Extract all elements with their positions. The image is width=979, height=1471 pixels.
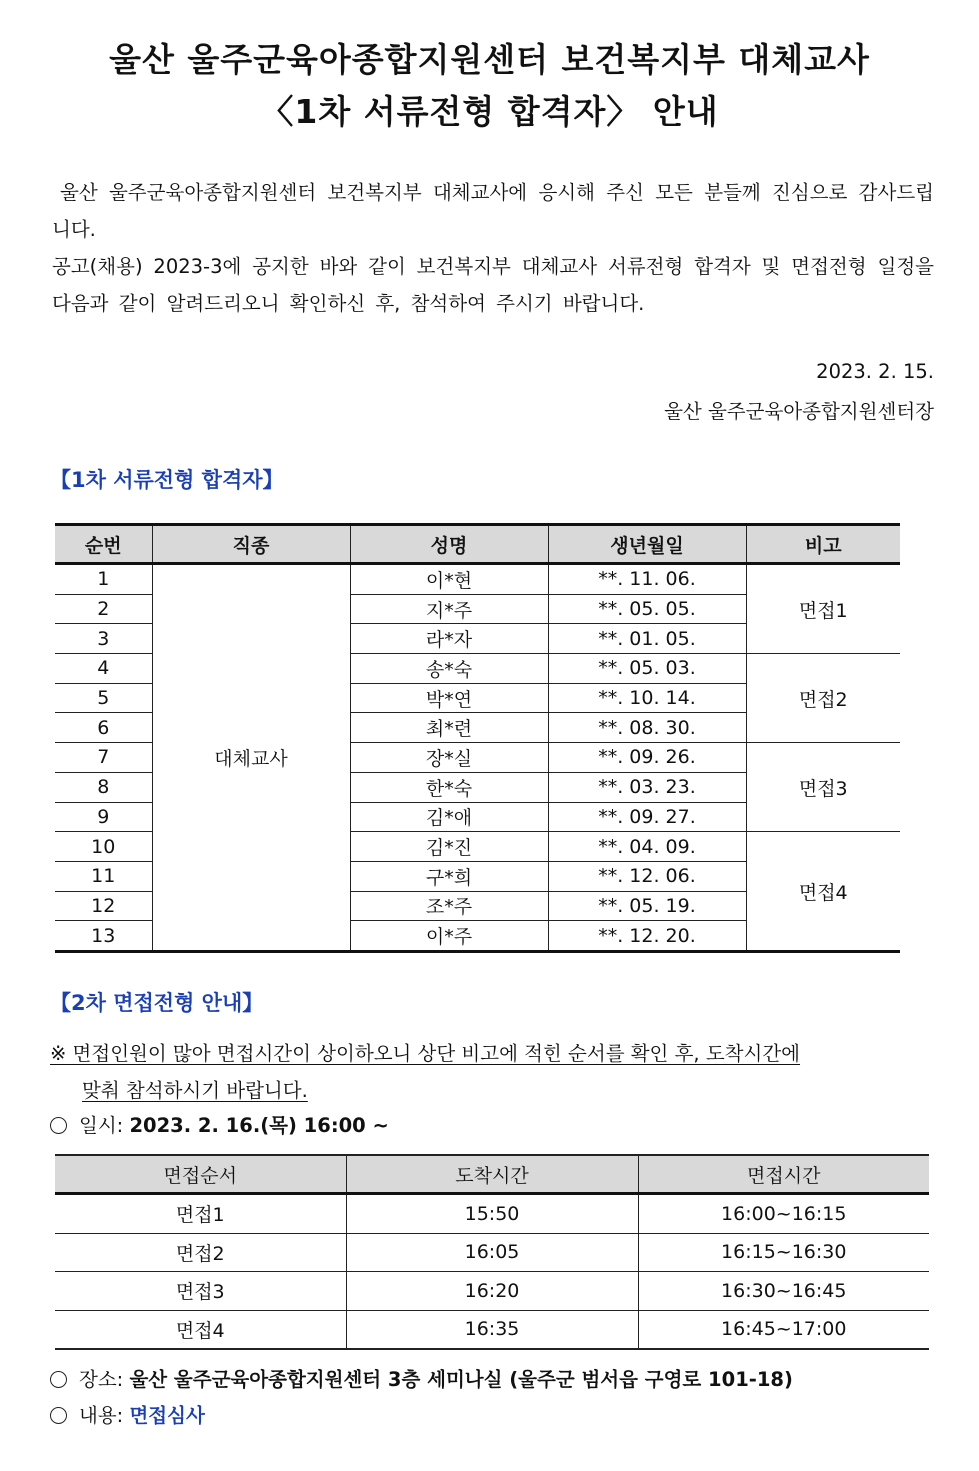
row-no: 7	[55, 743, 152, 773]
page-title: 울산 울주군육아종합지원센터 보건복지부 대체교사	[109, 40, 870, 79]
issuer-name: 울산 울주군육아종합지원센터장	[664, 400, 934, 423]
row-birth: **. 05. 03.	[548, 654, 746, 684]
section-heading-interview: 【2차 면접전형 안내】	[50, 991, 264, 1015]
row-no: 12	[55, 891, 152, 921]
row-name: 지*주	[350, 594, 548, 624]
table-row	[55, 564, 900, 595]
content-value: 면접심사	[129, 1404, 205, 1427]
schedule-arrival: 16:20	[346, 1272, 638, 1311]
row-name: 최*련	[350, 713, 548, 743]
row-name: 라*자	[350, 624, 548, 654]
interview-group: 면접4	[746, 832, 900, 952]
row-no: 13	[55, 921, 152, 952]
circle-bullet-icon	[50, 1371, 67, 1388]
schedule-order: 면접1	[55, 1194, 346, 1234]
schedule-time: 16:45~17:00	[638, 1310, 929, 1349]
header-job: 직종	[152, 525, 350, 564]
row-name: 박*연	[350, 683, 548, 713]
schedule-time: 16:30~16:45	[638, 1272, 929, 1311]
interview-group: 면접3	[746, 743, 900, 832]
row-name: 이*현	[350, 564, 548, 595]
notice-line-2: 맞춰 참석하시기 바랍니다.	[82, 1079, 308, 1102]
header-time: 면접시간	[638, 1155, 929, 1194]
table-row	[55, 1310, 929, 1349]
row-no: 9	[55, 802, 152, 832]
schedule-order: 면접2	[55, 1233, 346, 1272]
header-no: 순번	[55, 525, 152, 564]
circle-bullet-icon	[50, 1407, 67, 1424]
row-no: 2	[55, 594, 152, 624]
header-name: 성명	[350, 525, 548, 564]
row-name: 한*숙	[350, 772, 548, 802]
row-birth: **. 03. 23.	[548, 772, 746, 802]
row-name: 이*주	[350, 921, 548, 952]
table-row	[55, 1233, 929, 1272]
row-birth: **. 05. 19.	[548, 891, 746, 921]
circle-bullet-icon	[50, 1117, 67, 1134]
row-name: 김*애	[350, 802, 548, 832]
row-no: 11	[55, 861, 152, 891]
row-name: 송*숙	[350, 654, 548, 684]
interview-group: 면접2	[746, 654, 900, 743]
job-type: 대체교사	[152, 564, 350, 952]
header-order: 면접순서	[55, 1155, 346, 1194]
row-no: 3	[55, 624, 152, 654]
row-name: 조*주	[350, 891, 548, 921]
schedule-arrival: 15:50	[346, 1194, 638, 1234]
row-name: 구*희	[350, 861, 548, 891]
row-name: 김*진	[350, 832, 548, 862]
header-birth: 생년월일	[548, 525, 746, 564]
row-no: 8	[55, 772, 152, 802]
row-birth: **. 09. 27.	[548, 802, 746, 832]
notice-date: 2023. 2. 15.	[816, 360, 934, 383]
notice-line-1: ※ 면접인원이 많아 면접시간이 상이하오니 상단 비고에 적힌 순서를 확인 후, 도착시간에	[50, 1042, 801, 1065]
intro-paragraph-2: 공고(채용) 2023-3에 공지한 바와 같이 보건복지부 대체교사 서류전형 합격자 및 면접전형 일정을 다음과 같이 알려드리오니 확인하신 후, 참석하여 주시기 바랍니다.	[52, 255, 934, 315]
row-birth: **. 04. 09.	[548, 832, 746, 862]
schedule-time: 16:00~16:15	[638, 1194, 929, 1234]
interview-content	[50, 1400, 205, 1428]
row-no: 6	[55, 713, 152, 743]
header-note: 비고	[746, 525, 900, 564]
interview-schedule-table	[55, 1154, 929, 1350]
table-row	[55, 1194, 929, 1234]
passers-table-header	[55, 525, 900, 564]
schedule-arrival: 16:35	[346, 1310, 638, 1349]
row-birth: **. 08. 30.	[548, 713, 746, 743]
schedule-time: 16:15~16:30	[638, 1233, 929, 1272]
page-subtitle: 〈1차 서류전형 합격자〉 안내	[260, 92, 719, 131]
schedule-table-header	[55, 1155, 929, 1194]
row-birth: **. 12. 20.	[548, 921, 746, 952]
place-label: 장소:	[79, 1368, 124, 1391]
interview-datetime	[50, 1110, 389, 1138]
schedule-order: 면접3	[55, 1272, 346, 1311]
section-heading-document-screening: 【1차 서류전형 합격자】	[50, 468, 284, 492]
datetime-value: 2023. 2. 16.(목) 16:00 ~	[129, 1114, 389, 1137]
header-arrival: 도착시간	[346, 1155, 638, 1194]
row-birth: **. 09. 26.	[548, 743, 746, 773]
row-no: 10	[55, 832, 152, 862]
content-label: 내용:	[79, 1404, 124, 1427]
row-birth: **. 01. 05.	[548, 624, 746, 654]
intro-paragraph-1: 울산 울주군육아종합지원센터 보건복지부 대체교사에 응시해 주신 모든 분들께 진심으로 감사드립니다.	[52, 181, 934, 241]
datetime-label: 일시:	[79, 1114, 124, 1137]
table-row	[55, 1272, 929, 1311]
interview-place	[50, 1364, 793, 1392]
interview-group: 면접1	[746, 564, 900, 654]
row-no: 1	[55, 564, 152, 595]
row-birth: **. 12. 06.	[548, 861, 746, 891]
schedule-arrival: 16:05	[346, 1233, 638, 1272]
row-no: 4	[55, 654, 152, 684]
row-birth: **. 10. 14.	[548, 683, 746, 713]
row-name: 장*실	[350, 743, 548, 773]
row-birth: **. 05. 05.	[548, 594, 746, 624]
row-birth: **. 11. 06.	[548, 564, 746, 595]
row-no: 5	[55, 683, 152, 713]
passers-table	[55, 523, 900, 953]
place-value: 울산 울주군육아종합지원센터 3층 세미나실 (울주군 범서읍 구영로 101-18)	[129, 1368, 793, 1391]
interview-notice	[50, 1035, 936, 1109]
schedule-order: 면접4	[55, 1310, 346, 1349]
